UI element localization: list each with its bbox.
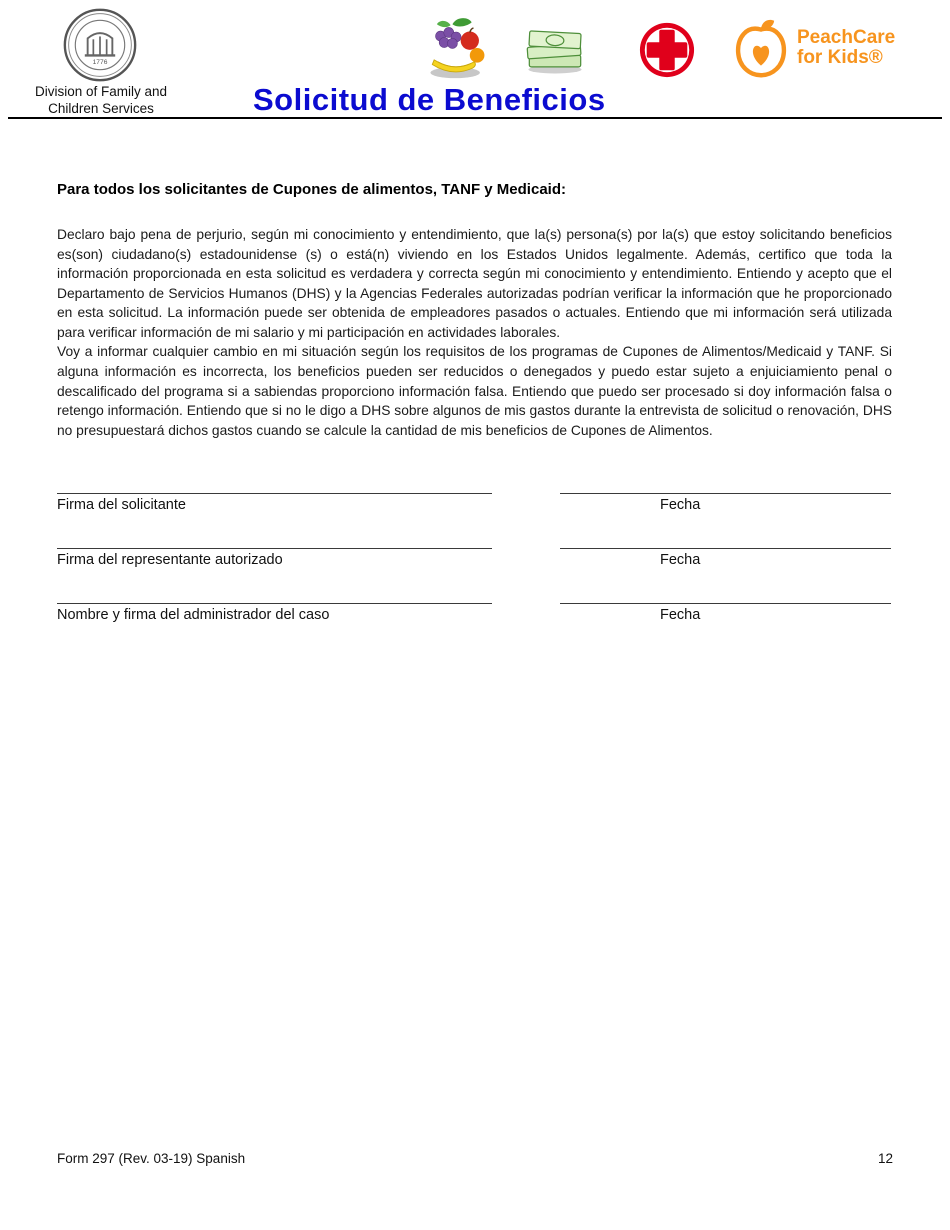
page-footer xyxy=(57,1151,893,1166)
representative-signature-label: Firma del representante autorizado xyxy=(57,552,283,568)
header-divider xyxy=(8,117,942,119)
page-number: 12 xyxy=(877,1151,893,1166)
declaration-section xyxy=(57,181,892,440)
groceries-icon xyxy=(425,14,489,82)
case-manager-signature-label: Nombre y firma del administrador del caso xyxy=(57,607,330,623)
signature-row-representative xyxy=(57,534,892,568)
representative-signature-line[interactable] xyxy=(57,534,492,549)
representative-date-line[interactable] xyxy=(560,534,891,549)
case-manager-date-line[interactable] xyxy=(560,589,891,604)
form-number: Form 297 (Rev. 03-19) Spanish xyxy=(57,1151,246,1166)
case-manager-date-label: Fecha xyxy=(660,607,701,623)
section-heading: Para todos los solicitantes de Cupones de alimentos, TANF y Medicaid: xyxy=(57,181,566,198)
applicant-signature-label: Firma del solicitante xyxy=(57,497,186,513)
georgia-seal-icon xyxy=(62,7,138,83)
signature-block xyxy=(57,479,892,644)
representative-date-label: Fecha xyxy=(660,552,701,568)
applicant-date-line[interactable] xyxy=(560,479,891,494)
peachcare-wordmark: PeachCare for Kids® xyxy=(797,27,896,68)
page-title: Solicitud de Beneficios xyxy=(253,82,606,117)
applicant-signature-line[interactable] xyxy=(57,479,492,494)
signature-row-case-manager xyxy=(57,589,892,623)
agency-name: Division of Family and Children Services xyxy=(34,84,168,116)
case-manager-signature-line[interactable] xyxy=(57,589,492,604)
cash-icon xyxy=(524,25,586,75)
declaration-paragraph-1: Declaro bajo pena de perjurio, según mi conocimiento y entendimiento, que la(s) persona(s) por la(s) que estoy solicitando beneficios es(son) ciudadano(s) estadounidense (s) o está(n) viviendo en los Estados Unidos legalmente. Además, certifico que toda la información proporcionada en esta solicitud es verdadera y correcta según mi conocimiento y entendimiento. Entiendo y acepto que el Departamento de Servicios Humanos (DHS) y la Agencias Federales autorizadas podrían verificar la información que he proporcionado en esta solicitud. La información puede ser obtenida de empleadores pasados o actuales. Entiendo que mi información será utilizada para verificar información de mi salario y mi participación en actividades laborales. xyxy=(57,227,892,340)
medical-cross-icon xyxy=(638,21,696,79)
peach-heart-icon xyxy=(732,16,790,80)
applicant-date-label: Fecha xyxy=(660,497,701,513)
declaration-paragraph-2: Voy a informar cualquier cambio en mi situación según los requisitos de los programas de Cupones de Alimentos/Medicaid y TANF. Si alguna información es incorrecta, los beneficios pueden ser reducidos o denegados y puedo estar sujeto a enjuiciamiento penal o descalificado del programa si a sabiendas proporciono información falsa. Entiendo que puedo ser procesado si doy información falsa o retengo información. Entiendo que si no le digo a DHS sobre algunos de mis gastos durante la entrevista de solicitud o renovación, DHS no presupuestará dichos gastos cuando se calcule la cantidad de mis beneficios de Cupones de Alimentos. xyxy=(57,344,892,438)
svg-text:1776: 1776 xyxy=(92,59,108,66)
peachcare-logo xyxy=(732,16,895,80)
signature-row-applicant xyxy=(57,479,892,513)
